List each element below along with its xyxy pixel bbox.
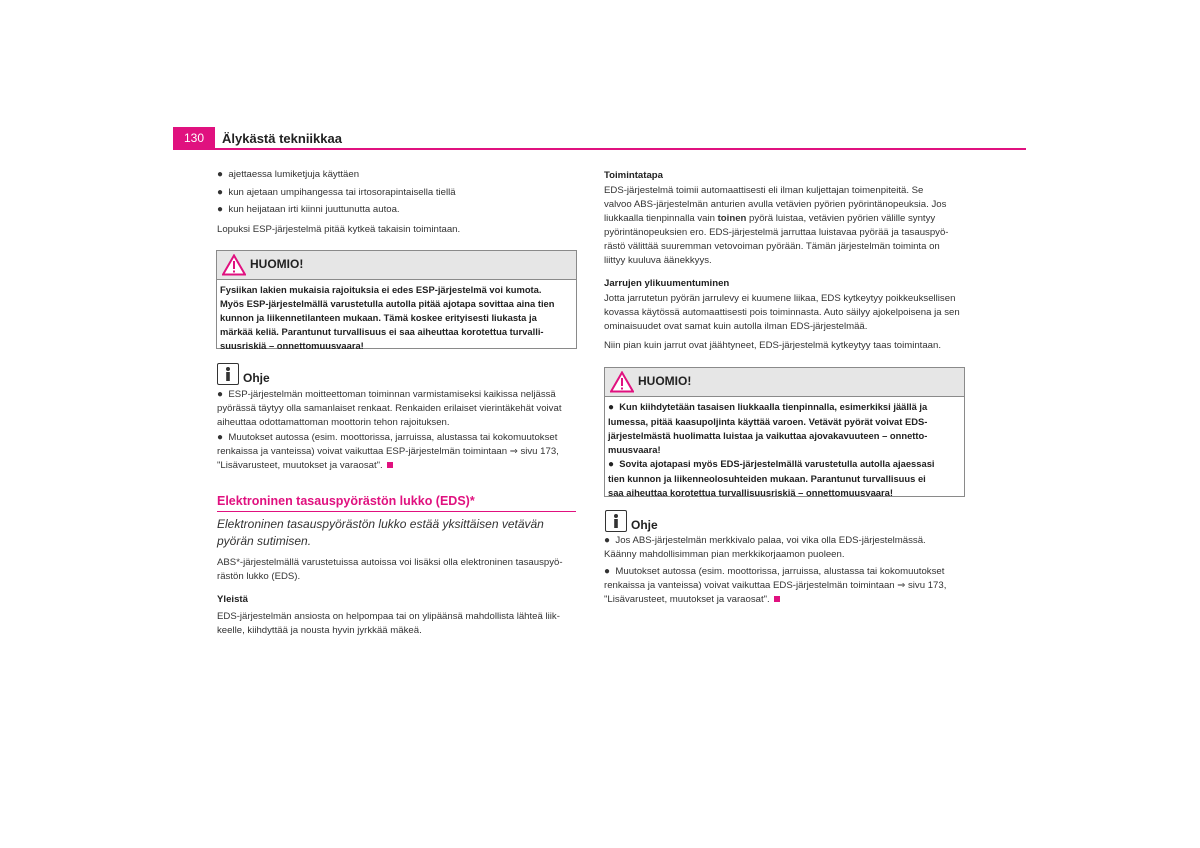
header-rule — [173, 148, 1026, 150]
bullet-item: ● ajettaessa lumiketjuja käyttäen — [217, 169, 360, 180]
general-paragraph: EDS-järjestelmän ansiosta on helpompaa tai on ylipäänsä mahdollista lähteä liik- keelle, kiihdyttää ja nousta hyvin jyrkkää mäkeä. — [217, 611, 560, 636]
info-note-icon — [217, 363, 239, 385]
subheading-general: Yleistä — [217, 594, 248, 605]
note-paragraph: ● Muutokset autossa (esim. moottorissa, jarruissa, alustassa tai kokomuutokset renkaissa ja vanteissa) voivat vaikuttaa ESP-järjestelmän toimintaan ⇒ sivu 173, "Lisävarusteet, muutokset ja varaosat". — [217, 432, 559, 471]
section-intro: ABS*-järjestelmällä varustetuissa autoissa voi lisäksi olla elektroninen tasauspyö- rästön lukko (EDS). — [217, 557, 563, 582]
warning-triangle-icon — [610, 371, 634, 393]
end-mark-icon — [774, 596, 780, 602]
section-lead: Elektroninen tasauspyörästön lukko estää yksittäisen vetävän pyörän sutimisen. — [217, 517, 544, 548]
warning-title: HUOMIO! — [638, 374, 692, 388]
overheat-paragraph: Jotta jarrutetun pyörän jarrulevy ei kuumene liikaa, EDS kytkeytyy poikkeuksellisen kovassa käytössä automaattisesti pois toiminnasta. Auto säilyy ajokelpoisena ja sen ominaisuudet ovat samat kuin autolla ilman EDS-järjestelmää. — [604, 293, 960, 332]
note-title: Ohje — [631, 518, 658, 532]
warning-text: Fysiikan lakien mukaisia rajoituksia ei edes ESP-järjestelmä voi kumota. Myös ESP-järjestelmällä varustetulla autolla pitää ajotapa sovittaa aina tien kunnon ja liikennetilanteen mukaan. Tämä koskee erityisesti liukasta ja märkää keliä. Parantunut turvallisuus ei saa aiheuttaa korotettua turvalli- suusriskiä – onnettomuusvaara! — [220, 284, 555, 351]
section-heading: Elektroninen tasauspyörästön lukko (EDS)* — [217, 494, 475, 508]
warning-header — [605, 368, 964, 397]
warning-header — [217, 251, 576, 280]
subheading-overheat: Jarrujen ylikuumentuminen — [604, 278, 730, 289]
note-title: Ohje — [243, 371, 270, 385]
warning-triangle-icon — [222, 254, 246, 276]
warning-title: HUOMIO! — [250, 257, 304, 271]
page-number: 130 — [173, 127, 215, 149]
bullet-item: ● kun heijataan irti kiinni juuttunutta autoa. — [217, 204, 400, 215]
warning-box — [604, 367, 965, 497]
cooled-paragraph: Niin pian kuin jarrut ovat jäähtyneet, EDS-järjestelmä kytkeytyy taas toimintaan. — [604, 340, 941, 351]
section-rule — [217, 511, 576, 512]
note-paragraph: ● Muutokset autossa (esim. moottorissa, jarruissa, alustassa tai kokomuutokset renkaissa ja vanteissa) voivat vaikuttaa EDS-järjestelmän toimintaan ⇒ sivu 173, "Lisävarusteet, muutokset ja varaosat". — [604, 566, 947, 605]
subheading-operation: Toimintatapa — [604, 170, 663, 181]
closing-paragraph: Lopuksi ESP-järjestelmä pitää kytkeä takaisin toimintaan. — [217, 224, 461, 235]
bullet-item: ● kun ajetaan umpihangessa tai irtosorapintaisella tiellä — [217, 187, 456, 198]
page-header-title: Älykästä tekniikkaa — [222, 131, 342, 146]
end-mark-icon — [387, 462, 393, 468]
note-paragraph: ● Jos ABS-järjestelmän merkkivalo palaa, voi vika olla EDS-järjestelmässä. Käänny mahdollisimman pian merkkikorjaamon puoleen. — [604, 535, 926, 560]
warning-box — [216, 250, 577, 349]
note-paragraph: ● ESP-järjestelmän moitteettoman toiminnan varmistamiseksi kaikissa neljässä pyörässä täytyy olla samanlaiset renkaat. Renkaiden erilaiset vierintäkehät voivat aiheuttaa odottamattoman moottorin tehon rajoituksen. — [217, 389, 562, 428]
warning-text: ● Kun kiihdytetään tasaisen liukkaalla tienpinnalla, esimerkiksi jäällä ja lumessa, pitää kaasupoljinta käyttää varoen. Vetävät pyörät voivat EDS- järjestelmästä huolimatta luistaa ja vaikuttaa ajovakavuuteen – onnetto- muusvaara! ● Sovita ajotapasi myös EDS-järjestelmällä varustetulla autolla ajaessasi tien kunnon ja liikenneolosuhteiden mukaan. Parantunut turvallisuus ei saa aiheuttaa korotettua turvallisuusriskiä – onnettomuusvaara! — [608, 401, 935, 498]
operation-paragraph: EDS-järjestelmä toimii automaattisesti eli ilman kuljettajan toimenpiteitä. Se valvoo ABS-järjestelmän anturien avulla vetävien pyörien pyörintänopeuksia. Jos liukkaalla tienpinnalla vain toinen pyörä luistaa, vetävien pyörien välille syntyy pyörintänopeuksien ero. EDS-järjestelmä jarruttaa luistavaa pyörää ja tasauspyö- rästö välittää suuremman vetovoiman pyörään. Tämän järjestelmän toiminta on liittyy kuuluva äänekkyys. — [604, 185, 949, 266]
info-note-icon — [605, 510, 627, 532]
